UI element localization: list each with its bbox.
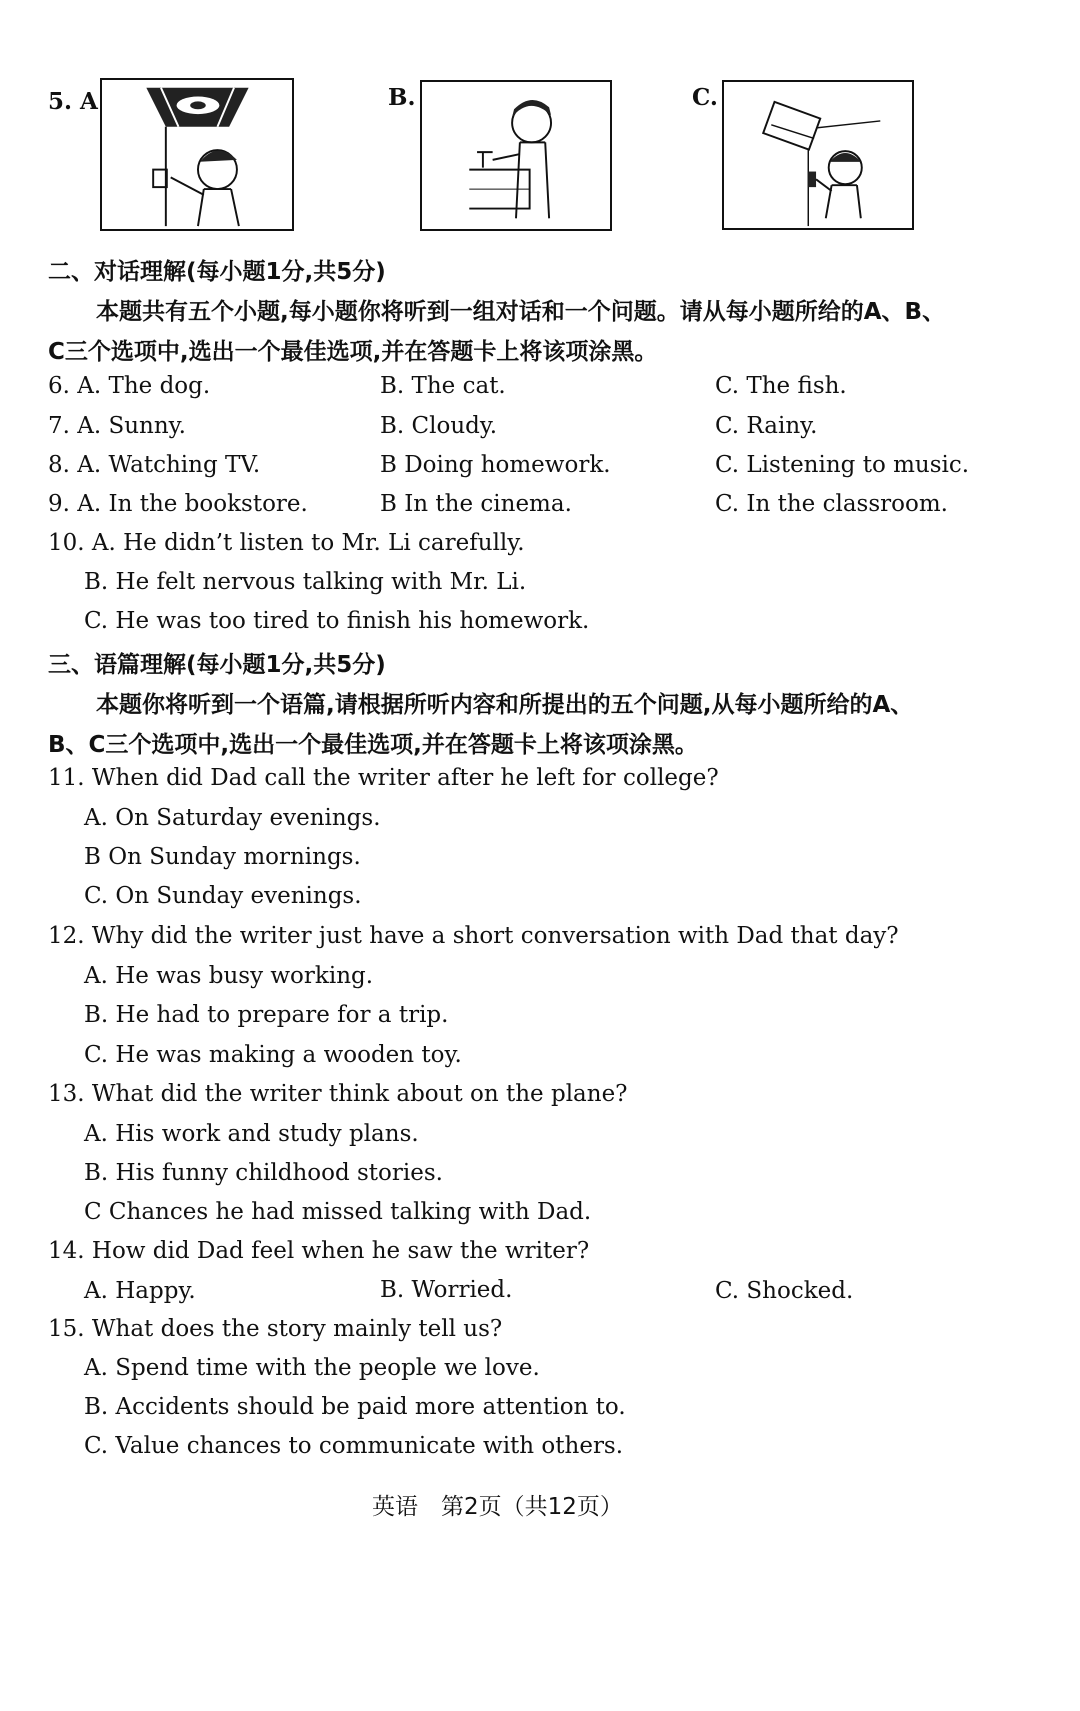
q5-label-a: 5. A [48, 88, 98, 115]
q12-option-b: B. He had to prepare for a trip. [84, 1002, 449, 1028]
section3-instruction-line1: 本题你将听到一个语篇,请根据所听内容和所提出的五个问题,从每小题所给的A、 [96, 692, 914, 718]
q15-stem: 15. What does the story mainly tell us? [48, 1316, 503, 1342]
q6-option-c: C. The fish. [715, 373, 847, 399]
q5-label-b: B. [388, 84, 416, 111]
q5-label-c: C. [692, 84, 718, 111]
q12-option-a: A. He was busy working. [84, 963, 374, 989]
q14-option-c: C. Shocked. [715, 1278, 854, 1304]
q10-option-c: C. He was too tired to finish his homework. [84, 608, 590, 634]
q6-option-b: B. The cat. [380, 373, 506, 399]
q8-option-b: B Doing homework. [380, 452, 611, 478]
q11-option-b: B On Sunday mornings. [84, 844, 361, 870]
q12-stem: 12. Why did the writer just have a short conversation with Dad that day? [48, 923, 899, 949]
q9-option-c: C. In the classroom. [715, 491, 948, 517]
q8-option-a: 8. A. Watching TV. [48, 452, 261, 478]
q12-option-c: C. He was making a wooden toy. [84, 1042, 462, 1068]
q10-option-a: 10. A. He didn’t listen to Mr. Li carefully. [48, 530, 525, 556]
q8-option-c: C. Listening to music. [715, 452, 970, 478]
q10-option-b: B. He felt nervous talking with Mr. Li. [84, 569, 527, 595]
section2-title: 二、对话理解(每小题1分,共5分) [48, 259, 386, 285]
q11-stem: 11. When did Dad call the writer after he left for college? [48, 765, 719, 791]
q14-stem: 14. How did Dad feel when he saw the writer? [48, 1238, 590, 1264]
page-footer: 英语 第2页（共12页） [372, 1494, 623, 1520]
q11-option-c: C. On Sunday evenings. [84, 883, 362, 909]
q13-option-a: A. His work and study plans. [84, 1121, 419, 1147]
q14-option-a: A. Happy. [84, 1278, 196, 1304]
q7-option-b: B. Cloudy. [380, 413, 498, 439]
q5-picture-b [420, 80, 612, 231]
q7-option-c: C. Rainy. [715, 413, 818, 439]
q9-option-b: B In the cinema. [380, 491, 572, 517]
q6-option-a: 6. A. The dog. [48, 373, 211, 399]
section3-title: 三、语篇理解(每小题1分,共5分) [48, 652, 386, 678]
section3-instruction-line2: B、C三个选项中,选出一个最佳选项,并在答题卡上将该项涂黑。 [48, 732, 698, 758]
section2-instruction-line2: C三个选项中,选出一个最佳选项,并在答题卡上将该项涂黑。 [48, 339, 658, 365]
q14-option-b: B. Worried. [380, 1277, 513, 1303]
q9-option-a: 9. A. In the bookstore. [48, 491, 308, 517]
q13-option-c: C Chances he had missed talking with Dad. [84, 1199, 592, 1225]
q5-picture-a [100, 78, 294, 231]
q15-option-a: A. Spend time with the people we love. [84, 1355, 540, 1381]
q5-picture-c [722, 80, 914, 230]
section2-instruction-line1: 本题共有五个小题,每小题你将听到一组对话和一个问题。请从每小题所给的A、B、 [96, 299, 946, 325]
q13-stem: 13. What did the writer think about on the plane? [48, 1081, 628, 1107]
q15-option-b: B. Accidents should be paid more attention to. [84, 1394, 626, 1420]
q15-option-c: C. Value chances to communicate with others. [84, 1433, 624, 1459]
q11-option-a: A. On Saturday evenings. [84, 805, 381, 831]
q13-option-b: B. His funny childhood stories. [84, 1160, 443, 1186]
q7-option-a: 7. A. Sunny. [48, 413, 186, 439]
